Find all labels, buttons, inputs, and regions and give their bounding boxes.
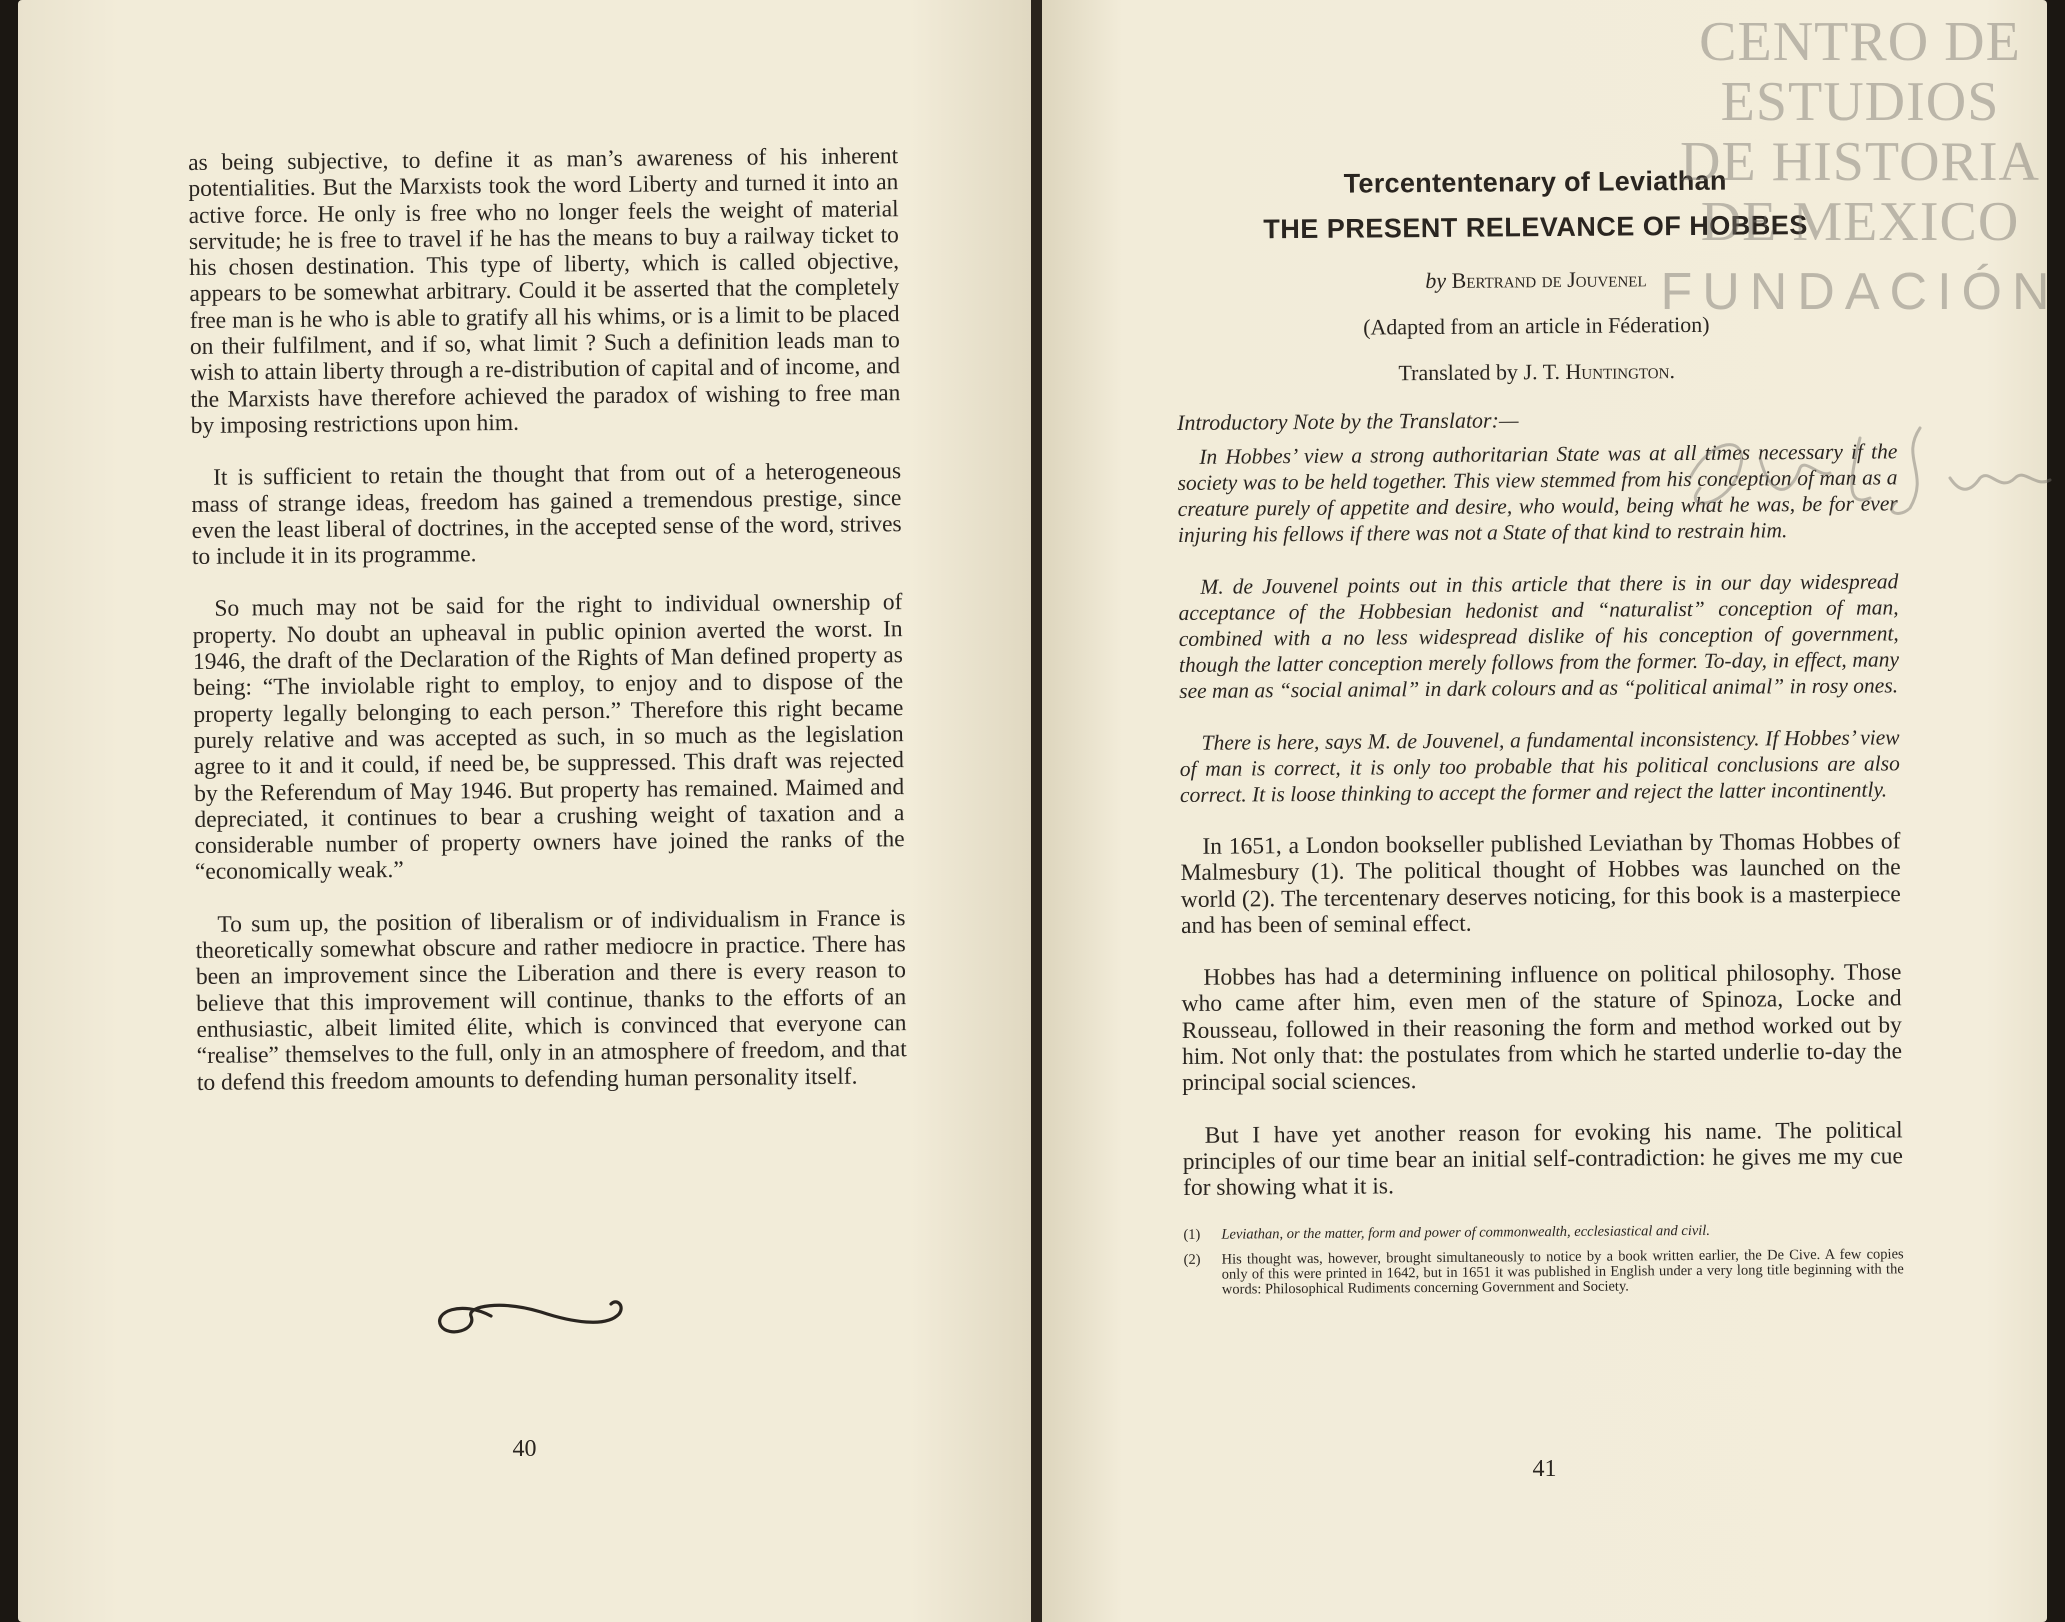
archive-watermark [1660,12,2060,324]
left-text-column [188,143,907,1122]
footnote-mark: (1) [1183,1226,1201,1243]
left-page [18,0,1031,1622]
translated-prefix: Translated by J. T. [1398,358,1561,386]
footnote-1 [1183,1222,1903,1243]
adapted-note: (Adapted from an article in Féderation) [1363,311,1710,340]
author-name: Bertrand de Jouvenel [1451,266,1647,293]
footnote-2 [1184,1247,1904,1298]
watermark-fundacion: FUNDACIÓN [1660,263,2060,321]
watermark-line: DE HISTORIA [1680,131,2040,193]
page-number-right: 41 [1532,1456,1557,1482]
byline-prefix: by [1425,267,1447,294]
footnote-text: His thought was, however, brought simultaneously to notice by a book written earlier, the De Cive. A few copies only of this were printed in 1642, but in 1651 it was published in English under a very long title beginning with the words: Philosophical Rudiments concerning Government and Society. [1221,1245,1904,1298]
book-gutter [1031,0,1042,1622]
translator-note-2: M. de Jouvenel points out in this article that there is in our day widespread acceptance of the Hobbesian hedonist and “naturalist” conception of man, combined with a no less widespread dislike of his conception of government, though the latter conception merely follows from the former. To-day, in effect, many see man as “social animal” in dark colours and as “political animal” in rosy ones. [1178,569,1900,703]
watermark-line: ESTUDIOS [1720,71,2000,133]
watermark-signature [1670,418,2060,528]
article-title-line-2: THE PRESENT RELEVANCE OF HOBBES [1263,210,1808,245]
left-paragraph-2: It is sufficient to retain the thought that from out of a heterogeneous mass of strange ideas, freedom has gained a tremendous prestige, since even the least liberal of doctrines, in the accepted sense of the word, strives to include it in its programme. [191,458,902,571]
left-paragraph-3: So much may not be said for the right to individual ownership of property. No doubt an upheaval in public opinion averted the worst. In 1946, the draft of the Declaration of the Rights of Man defined property as being: “The inviolable right to employ, to enjoy and to dispose of the property legally belonging to each person.” Therefore this right became purely relative and was accepted as such, in so much as the legislation agree to it and it could, if need be, be suppressed. This draft was rejected by the Referendum of May 1946. But property has remained. Maimed and depreciated, it continues to bear a crushing weight of taxation and a considerable number of property owners have joined the ranks of the “economically weak.” [192,589,905,886]
watermark-line: CENTRO DE [1699,11,2021,73]
right-text-column [1175,154,1904,1307]
right-paragraph-3: But I have yet another reason for evoking his name. The political principles of our time bear an initial self-contradiction: he gives me my cue for showing what it is. [1182,1116,1903,1202]
footnote-mark: (2) [1183,1251,1201,1268]
translator-name: Huntington. [1565,358,1676,384]
footnotes [1183,1222,1904,1298]
flourish-ornament [431,1290,631,1338]
footnote-text: Leviathan, or the matter, form and power of commonwealth, ecclesiastical and civil. [1221,1222,1711,1243]
left-paragraph-4: To sum up, the position of liberalism or of individualism in France is theoretically somewhat obscure and rather mediocre in practice. There has been an improvement since the Liberation and there is every reason to believe that this improvement will continue, thanks to the efforts of an enthusiastic, albeit limited élite, which is convinced that everyone can “realise” themselves to the full, only in an atmosphere of freedom, and that to defend this freedom amounts to defending human personality itself. [195,904,907,1096]
translator-note-3: There is here, says M. de Jouvenel, a fundamental inconsistency. If Hobbes’ view of man is correct, it is only too probable that his political conclusions are also correct. It is loose thinking to accept the former and reject the latter incontinently. [1179,725,1900,807]
page-number-left: 40 [512,1436,537,1462]
watermark-line: DE MEXICO [1700,191,2020,253]
introductory-note-heading: Introductory Note by the Translator:— [1176,407,1519,435]
article-title-line-1: Tercententenary of Leviathan [1343,165,1727,199]
right-paragraph-1: In 1651, a London bookseller published Leviathan by Thomas Hobbes of Malmesbury (1). The political thought of Hobbes was launched on the world (2). The tercentenary deserves noticing, for this book is a masterpiece and has been of seminal effect. [1180,828,1901,939]
translator-note-1: In Hobbes’ view a strong authoritarian State was at all times necessary if the society was to be held together. This view stemmed from his conception of man as a creature purely of appetite and desire, who would, being what he was, be for ever injuring his fellows if there was not a State of that kind to restrain him. [1177,439,1898,547]
translator-line [1177,356,1897,388]
right-paragraph-2: Hobbes has had a determining influence on political philosophy. Those who came after him, even men of the stature of Spinoza, Locke and Rousseau, followed in their reasoning the form and method worked out by him. Not only that: the postulates from which he started underlie to-day the principal social sciences. [1181,959,1903,1097]
left-paragraph-1: as being subjective, to define it as man’s awareness of his inherent potentialities. But the Marxists took the word Liberty and turned it into an active force. He only is free who no longer feels the weight of material servitude; he is free to travel if he has the means to buy a railway ticket to his chosen destination. This type of liberty, which is called objective, appears to be somewhat arbitrary. Could it be asserted that the completely free man is he who is able to gratify all his whims, or is a limit to be placed on their fulfilment, and if so, what limit ? Such a definition leads man to wish to attain liberty through a re-distribution of capital and of income, and the Marxists have therefore achieved the paradox of wishing to free man by imposing restrictions upon him. [188,143,901,439]
